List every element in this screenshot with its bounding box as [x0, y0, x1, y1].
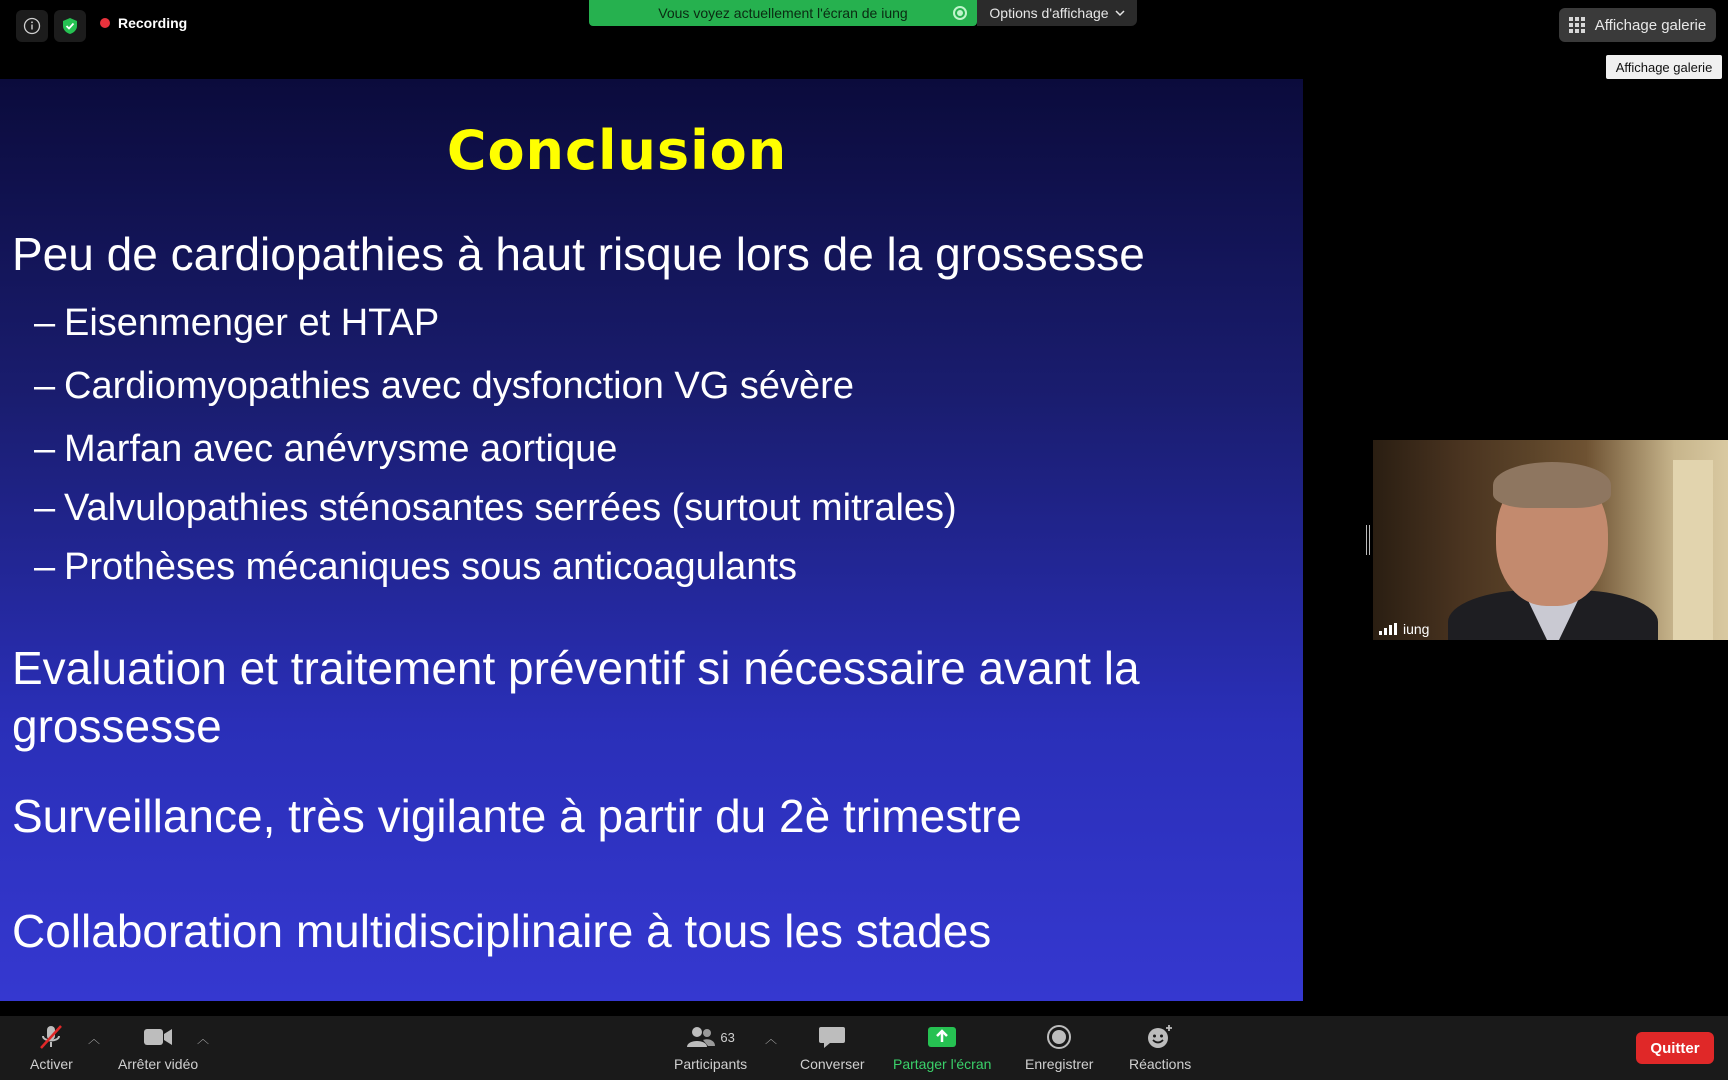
- reactions-icon: [1146, 1024, 1174, 1050]
- recording-indicator[interactable]: [100, 15, 187, 31]
- leave-meeting-button[interactable]: Quitter: [1636, 1032, 1714, 1064]
- record-button[interactable]: [1025, 1024, 1093, 1072]
- subpoint-text: Cardiomyopathies avec dysfonction VG sévère: [64, 365, 854, 407]
- participant-name: iung: [1403, 621, 1430, 637]
- subpoint-text: Prothèses mécaniques sous anticoagulants: [64, 546, 798, 588]
- meeting-toolbar: [0, 1016, 1728, 1080]
- meeting-top-bar: [0, 0, 1728, 48]
- signal-icon: [1379, 623, 1397, 635]
- stop-video-button[interactable]: [118, 1024, 198, 1072]
- participant-name-tag: [1373, 618, 1435, 640]
- share-banner-text: Vous voyez actuellement l'écran de iung: [658, 5, 908, 21]
- share-screen-button[interactable]: [893, 1024, 991, 1072]
- participant-video[interactable]: [1373, 440, 1728, 640]
- security-button[interactable]: [54, 10, 86, 42]
- slide-point-2-line-2: grossesse: [12, 700, 222, 752]
- panel-resize-handle[interactable]: [1366, 525, 1370, 555]
- stop-video-label: Arrêter vidéo: [118, 1056, 199, 1072]
- gallery-view-label: Affichage galerie: [1594, 16, 1707, 34]
- audio-options-caret-icon[interactable]: ︿: [88, 1032, 101, 1046]
- share-screen-label: Partager l'écran: [893, 1056, 992, 1072]
- participants-button[interactable]: [674, 1024, 747, 1072]
- share-status-icon: [953, 6, 967, 20]
- slide-point-2-line-1: Evaluation et traitement préventif si nécessaire avant la: [12, 642, 1140, 694]
- chat-label: Converser: [800, 1056, 865, 1072]
- shared-slide: [0, 79, 1303, 1001]
- info-icon: [23, 17, 41, 35]
- participants-options-caret-icon[interactable]: ︿: [765, 1032, 778, 1046]
- slide-point-4: Collaboration multidisciplinaire à tous les stades: [12, 905, 992, 957]
- microphone-muted-icon: [37, 1024, 65, 1050]
- participants-count: 63: [720, 1029, 735, 1045]
- subpoint-text: Valvulopathies sténosantes serrées (surtout mitrales): [64, 487, 957, 529]
- slide-subpoint: – Marfan avec anévrysme aortique: [34, 428, 618, 470]
- slide-title: Conclusion: [446, 119, 788, 182]
- chevron-down-icon: [1115, 9, 1125, 17]
- reactions-label: Réactions: [1129, 1056, 1192, 1072]
- recording-dot-icon: [100, 18, 110, 28]
- video-camera-icon: [143, 1024, 173, 1050]
- meeting-info-button[interactable]: [16, 10, 48, 42]
- slide-point-3: Surveillance, très vigilante à partir du 2è trimestre: [12, 790, 1022, 842]
- view-options-label: Options d'affichage: [989, 5, 1109, 21]
- participants-icon: [686, 1025, 716, 1049]
- view-options-menu[interactable]: [977, 0, 1137, 26]
- slide-subpoint: – Cardiomyopathies avec dysfonction VG sévère: [34, 365, 854, 407]
- subpoint-text: Eisenmenger et HTAP: [64, 302, 440, 344]
- participants-label: Participants: [674, 1056, 748, 1072]
- share-screen-icon: [927, 1024, 957, 1050]
- shield-check-icon: [61, 17, 79, 35]
- video-options-caret-icon[interactable]: ︿: [197, 1032, 210, 1046]
- record-label: Enregistrer: [1025, 1056, 1094, 1072]
- chat-icon: [818, 1024, 846, 1050]
- grid-icon: [1569, 17, 1585, 33]
- screen-share-banner: [589, 0, 977, 26]
- recording-label: Recording: [118, 15, 188, 31]
- unmute-label: Activer: [30, 1056, 73, 1072]
- slide-subpoint: – Prothèses mécaniques sous anticoagulants: [34, 546, 798, 588]
- reactions-button[interactable]: [1129, 1024, 1191, 1072]
- subpoint-text: Marfan avec anévrysme aortique: [64, 428, 618, 470]
- slide-subpoint: – Eisenmenger et HTAP: [34, 302, 440, 344]
- chat-button[interactable]: [800, 1024, 865, 1072]
- slide-subpoint: – Valvulopathies sténosantes serrées (surtout mitrales): [34, 487, 957, 529]
- unmute-button[interactable]: [30, 1024, 73, 1072]
- gallery-view-button[interactable]: [1559, 8, 1716, 42]
- slide-point-1: Peu de cardiopathies à haut risque lors de la grossesse: [12, 228, 1145, 280]
- record-icon: [1046, 1024, 1072, 1050]
- gallery-view-tooltip: Affichage galerie: [1606, 55, 1722, 79]
